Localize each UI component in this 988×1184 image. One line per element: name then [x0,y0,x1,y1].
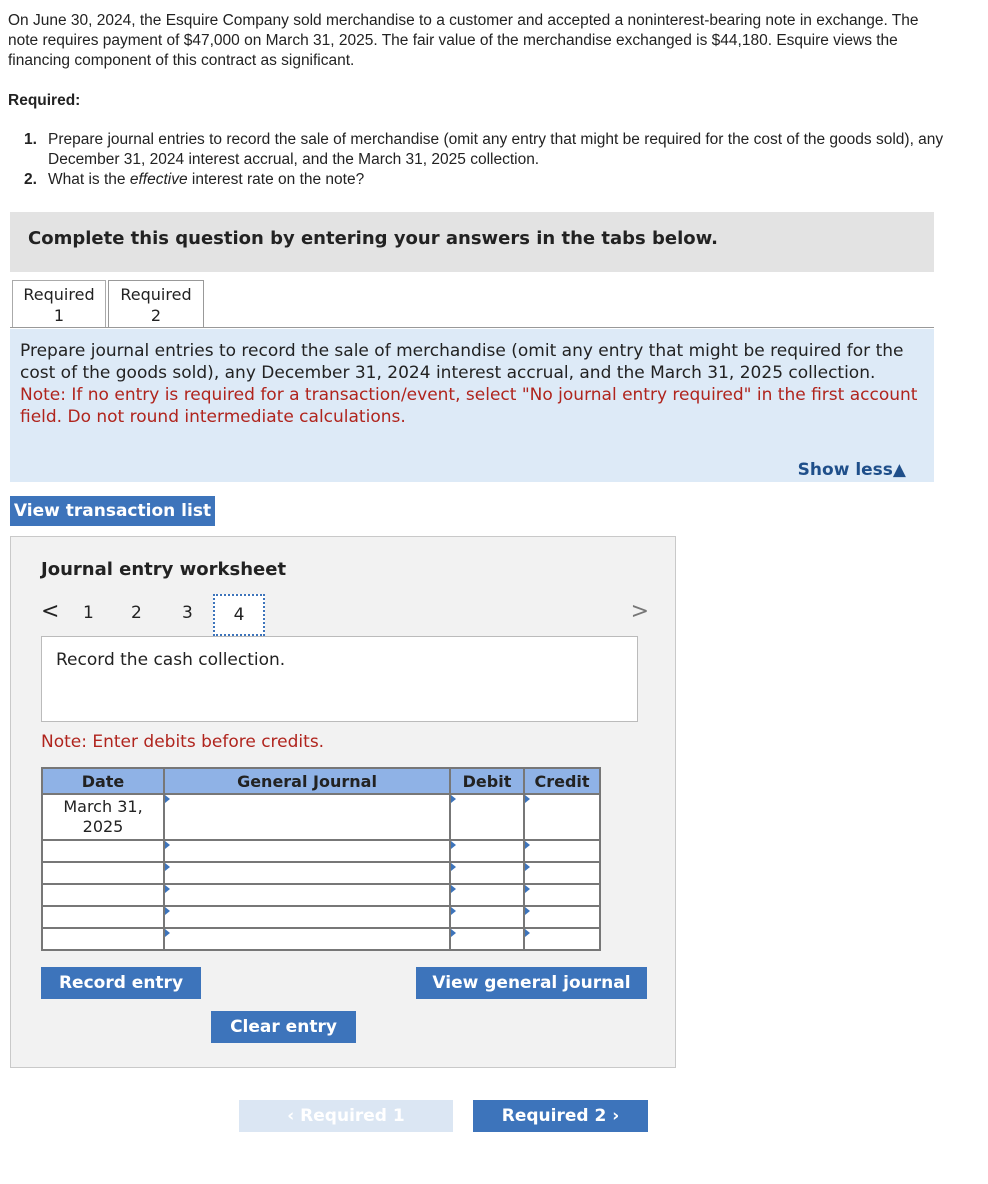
worksheet-title: Journal entry worksheet [41,559,287,580]
required-item-2-pre: What is the [48,171,130,188]
view-transaction-list-button[interactable]: View transaction list [10,496,215,526]
input-marker-icon [525,885,530,893]
required-item-2-post: interest rate on the note? [187,171,365,188]
credit-input[interactable] [524,862,600,884]
credit-input[interactable] [524,906,600,928]
input-marker-icon [525,929,530,937]
journal-table [41,767,601,951]
date-cell [42,906,164,928]
dropdown-marker-icon [165,795,170,803]
account-input[interactable] [164,906,450,928]
journal-header-row [42,768,600,794]
date-cell [42,884,164,906]
required-item-1-number: 1. [24,131,37,148]
table-row [42,862,600,884]
required-item-2-text [48,170,364,190]
dropdown-marker-icon [165,907,170,915]
column-header-debit: Debit [450,768,524,794]
column-header-date: Date [42,768,164,794]
input-marker-icon [451,929,456,937]
dropdown-marker-icon [165,841,170,849]
credit-input[interactable] [524,794,600,840]
account-input[interactable] [164,840,450,862]
column-header-credit: Credit [524,768,600,794]
date-cell [42,928,164,950]
table-row [42,794,600,840]
debit-input[interactable] [450,906,524,928]
pager-page-1[interactable]: 1 [83,603,94,623]
dropdown-marker-icon [165,929,170,937]
dropdown-marker-icon [165,885,170,893]
debit-input[interactable] [450,794,524,840]
tab-divider [10,327,934,328]
input-marker-icon [525,863,530,871]
instructions-note: Note: If no entry is required for a transaction/event, select "No journal entry required" in the first account field. Do not round intermediate calculations. [20,385,918,427]
tab-required-2-line1: Required [120,285,192,304]
entry-description: Record the cash collection. [41,636,638,722]
tab-required-1-line1: Required [23,285,95,304]
required-item-1-text: Prepare journal entries to record the sale of merchandise (omit any entry that might be required for the cost of the goods sold), any December 31, 2024 interest accrual, and the March 31, 2025 collection. [48,131,944,168]
show-less-link[interactable]: Show less▲ [797,460,906,480]
prev-required-1-button[interactable]: ‹ Required 1 [239,1100,453,1132]
required-item-2-emphasis: effective [129,171,188,188]
view-general-journal-button[interactable]: View general journal [416,967,647,999]
date-line-2: 2025 [82,817,124,836]
debit-input[interactable] [450,862,524,884]
account-input[interactable] [164,862,450,884]
input-marker-icon [451,841,456,849]
pager-page-4[interactable]: 4 [213,594,265,636]
table-row [42,884,600,906]
table-row [42,928,600,950]
input-marker-icon [451,885,456,893]
input-marker-icon [525,907,530,915]
account-input[interactable] [164,928,450,950]
required-item-2 [24,170,954,190]
instructions-panel [10,329,934,482]
column-header-general-journal: General Journal [164,768,450,794]
debit-input[interactable] [450,840,524,862]
input-marker-icon [525,841,530,849]
clear-entry-button[interactable]: Clear entry [211,1011,356,1043]
account-input[interactable] [164,884,450,906]
problem-statement: On June 30, 2024, the Esquire Company sold merchandise to a customer and accepted a noninterest-bearing note in exchange. The note requires payment of $47,000 on March 31, 2025. The fair value of the merchandise exchanged is $44,180. Esquire views the financing component of this contract as significant. [8,12,919,69]
account-input[interactable] [164,794,450,840]
journal-entry-worksheet [10,536,676,1068]
tab-required-1-line2: 1 [53,306,65,325]
pager-next-chevron-icon[interactable]: > [630,599,649,624]
credit-input[interactable] [524,840,600,862]
debit-credit-note: Note: Enter debits before credits. [41,732,325,752]
tab-required-2[interactable] [108,280,204,328]
worksheet-pager [39,595,649,637]
tab-required-1[interactable] [12,280,106,328]
required-item-2-number: 2. [24,171,37,188]
pager-page-2[interactable]: 2 [131,603,142,623]
date-cell [42,862,164,884]
input-marker-icon [525,795,530,803]
date-line-1: March 31, [63,797,143,816]
debit-input[interactable] [450,928,524,950]
input-marker-icon [451,907,456,915]
record-entry-button[interactable]: Record entry [41,967,201,999]
input-marker-icon [451,863,456,871]
date-cell [42,840,164,862]
pager-page-3[interactable]: 3 [182,603,193,623]
required-list [24,130,954,190]
required-heading: Required: [8,92,81,109]
pager-prev-chevron-icon[interactable]: < [41,599,60,624]
tabs-banner: Complete this question by entering your answers in the tabs below. [10,212,934,272]
credit-input[interactable] [524,884,600,906]
date-cell [42,794,164,840]
table-row [42,840,600,862]
credit-input[interactable] [524,928,600,950]
dropdown-marker-icon [165,863,170,871]
table-row [42,906,600,928]
required-item-1 [24,130,954,170]
instructions-text: Prepare journal entries to record the sale of merchandise (omit any entry that might be required for the cost of the goods sold), any December 31, 2024 interest accrual, and the March 31, 2025 collection. [20,341,904,383]
input-marker-icon [451,795,456,803]
debit-input[interactable] [450,884,524,906]
tab-required-2-line2: 2 [150,306,162,325]
next-required-2-button[interactable]: Required 2 › [473,1100,648,1132]
